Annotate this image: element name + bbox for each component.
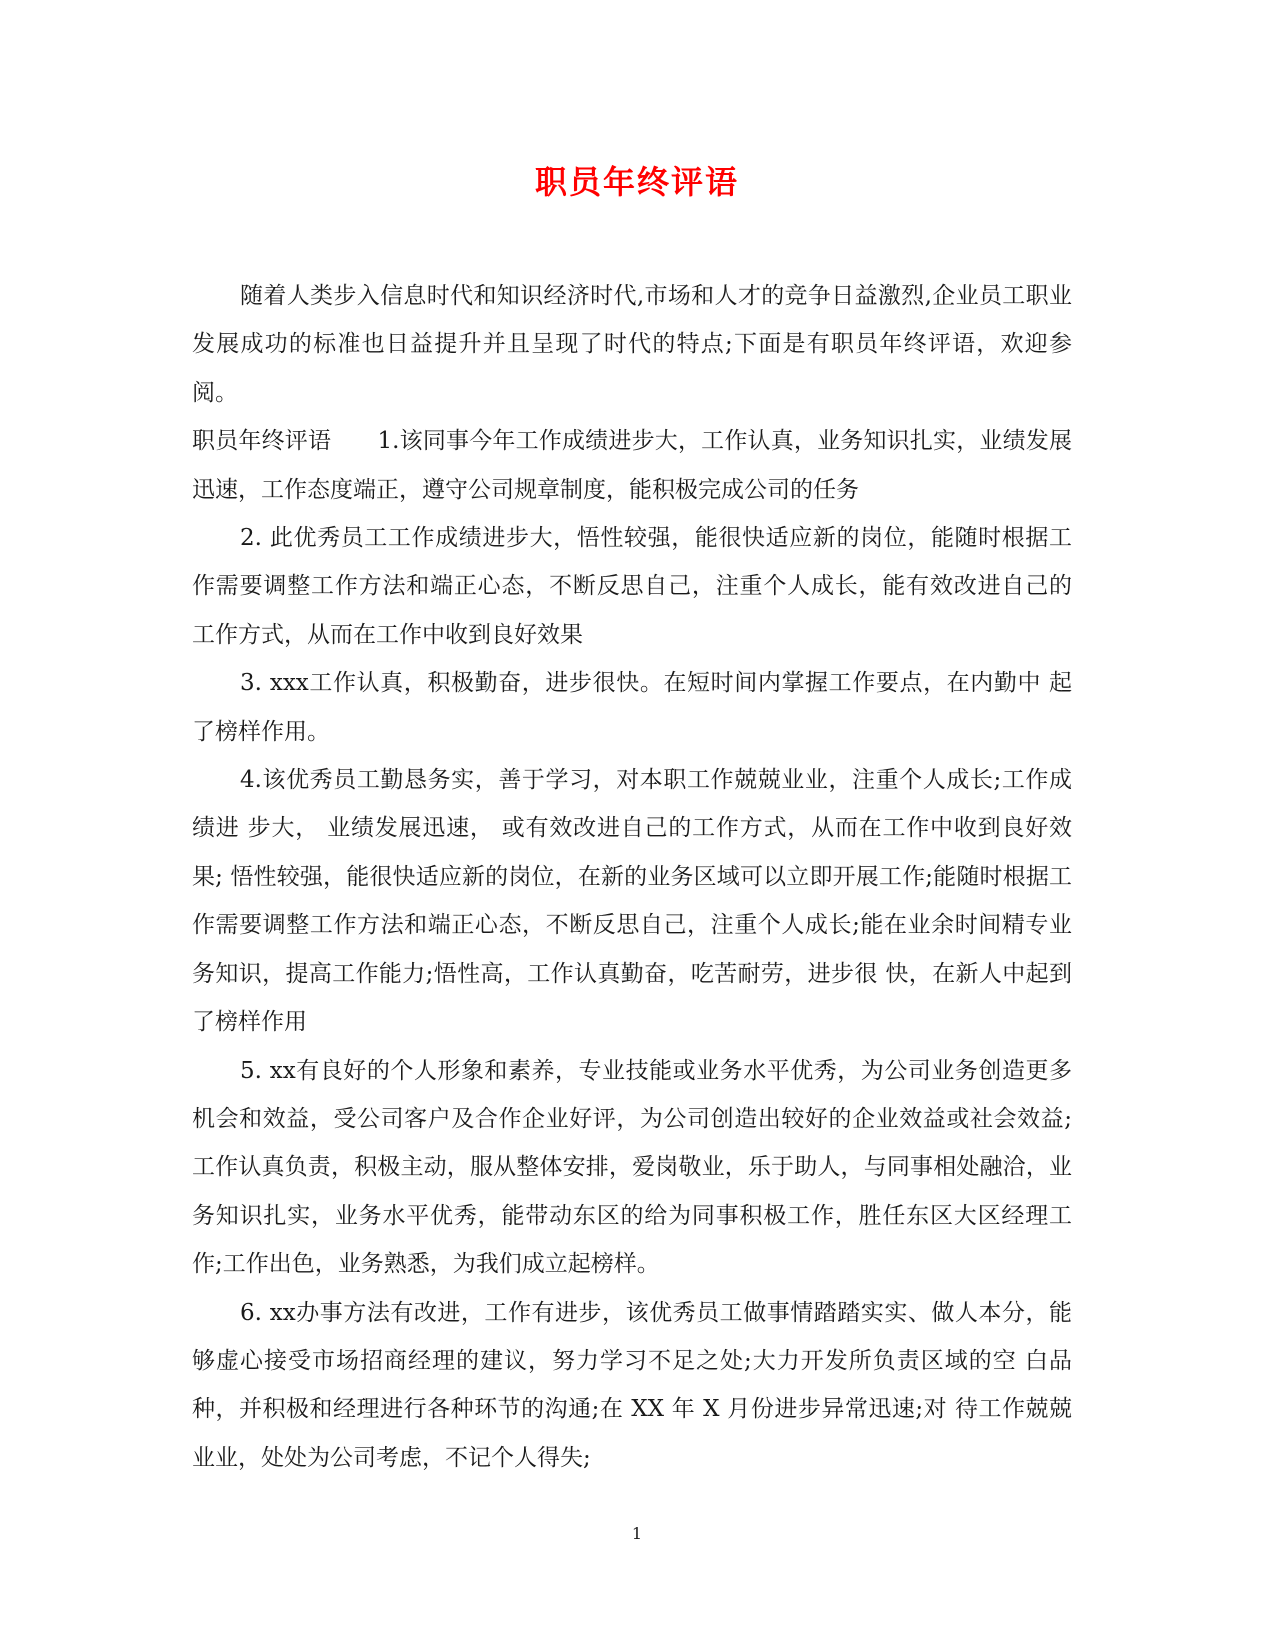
comment-item-1: 职员年终评语 1.该同事今年工作成绩进步大，工作认真，业务知识扎实，业绩发展迅速，工作态度端正，遵守公司规章制度，能积极完成公司的任务 bbox=[192, 428, 1072, 503]
document-title: 职员年终评语 bbox=[534, 163, 739, 201]
page-number: 1 bbox=[631, 1524, 643, 1543]
comment-item-4: 4.该优秀员工勤恳务实，善于学习，对本职工作兢兢业业，注重个人成长;工作成绩进 步大， 业绩发展迅速， 或有效改进自己的工作方式，从而在工作中收到良好效果; 悟性较强，能很快适应新的岗位，在新的业务区域可以立即开展工作;能随时根据工作需要调整工作方法和端正心态，不断反思自己，注重个人成长;能在业余时间精专业务知识，提高工作能力;悟性高，工作认真勤奋，吃苦耐劳，进步很 快，在新人中起到了榜样作用 bbox=[192, 767, 1072, 1036]
document-body bbox=[192, 272, 1072, 1482]
comment-item-2: 2. 此优秀员工工作成绩进步大，悟性较强，能很快适应新的岗位，能随时根据工作需要调整工作方法和端正心态，不断反思自己，注重个人成长，能有效改进自己的 工作方式，从而在工作中收到良好效果 bbox=[192, 525, 1072, 648]
intro-paragraph: 随着人类步入信息时代和知识经济时代,市场和人才的竞争日益激烈,企业员工职业发展成功的标准也日益提升并且呈现了时代的特点;下面是有职员年终评语，欢迎参阅。 bbox=[192, 283, 1072, 406]
comment-item-3: 3. xxx工作认真，积极勤奋，进步很快。在短时间内掌握工作要点，在内勤中 起了榜样作用。 bbox=[192, 670, 1072, 745]
comment-item-5: 5. xx有良好的个人形象和素养，专业技能或业务水平优秀，为公司业务创造更多机会和效益，受公司客户及合作企业好评，为公司创造出较好的企业效益或社会效益;工作认真负责，积极主动，服从整体安排，爱岗敬业，乐于助人，与同事相处融洽，业务知识扎实，业务水平优秀，能带动东区的给为同事积极工作，胜任东区大区经理工作;工作出色，业务熟悉，为我们成立起榜样。 bbox=[192, 1057, 1072, 1278]
comment-item-6: 6. xx办事方法有改进，工作有进步，该优秀员工做事情踏踏实实、做人本分，能够虚心接受市场招商经理的建议，努力学习不足之处;大力开发所负责区域的空 白品种，并积极和经理进行各种环节的沟通;在 XX 年 X 月份进步异常迅速;对 待工作兢兢业业，处处为公司考虑，不记个人得失; bbox=[192, 1299, 1072, 1471]
